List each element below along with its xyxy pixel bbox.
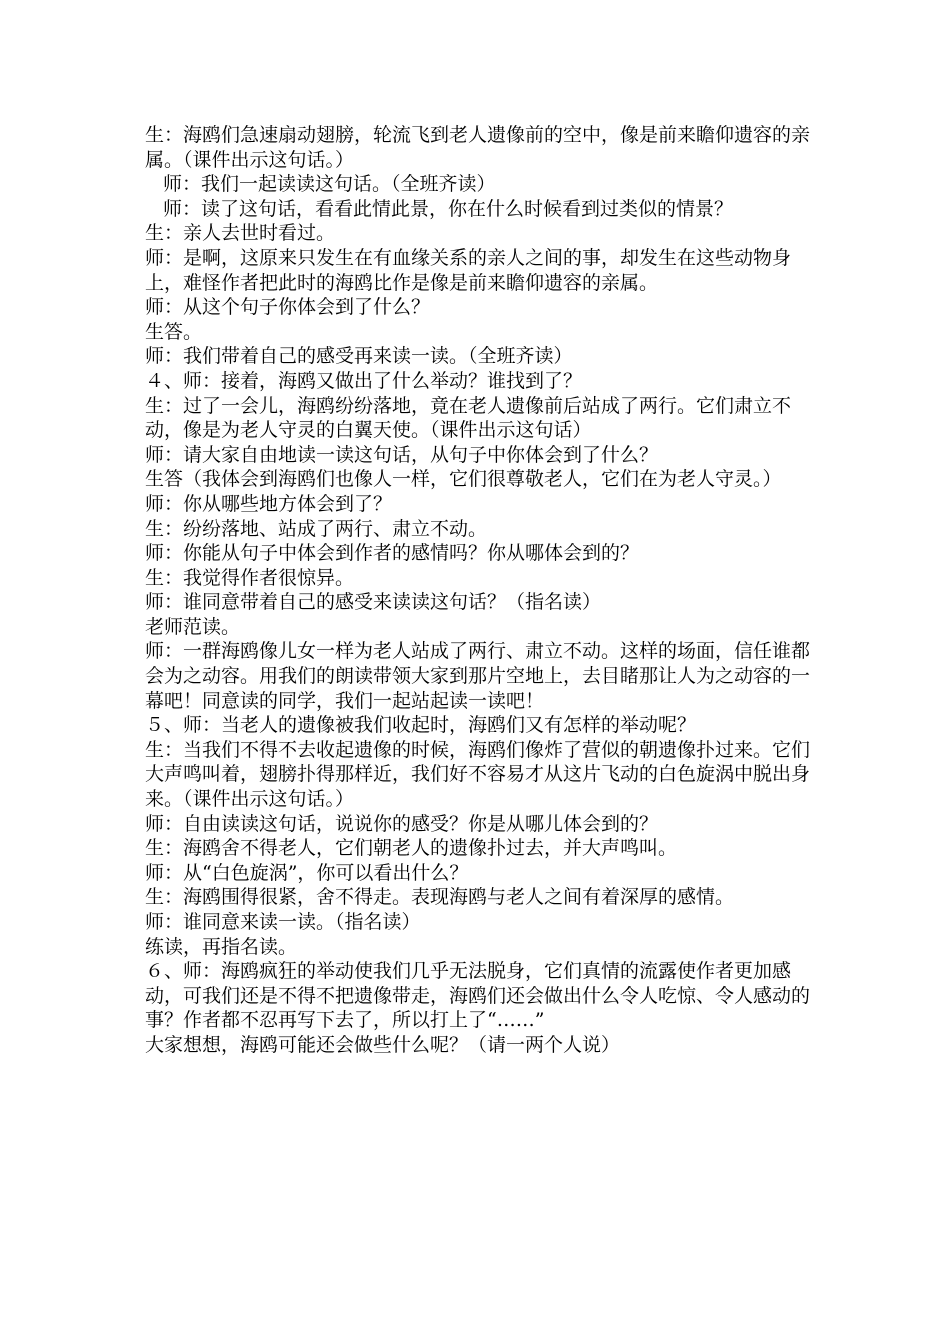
paragraph: 师：一群海鸥像儿女一样为老人站成了两行、肃立不动。这样的场面，信任谁都会为之动容。用我们的朗读带领大家到那片空地上，去目睹那让人为之动容的一幕吧！同意读的同学，我们一起站起读一读吧！ [145,640,811,712]
paragraph: 生答（我体会到海鸥们也像人一样，它们很尊敬老人，它们在为老人守灵。） [145,468,782,491]
document-page [145,123,810,1058]
paragraph: 老师范读。 [145,615,241,638]
paragraph: 生：海鸥舍不得老人，它们朝老人的遗像扑过去，并大声鸣叫。 [145,837,678,860]
paragraph: 练读，再指名读。 [145,935,298,958]
paragraph: ５、师：当老人的遗像被我们收起时，海鸥们又有怎样的举动呢？ [145,714,697,737]
paragraph: 生：海鸥围得很紧，舍不得走。表现海鸥与老人之间有着深厚的感情。 [145,886,735,909]
paragraph: 师：谁同意带着自己的感受来读读这句话？（指名读） [145,591,602,614]
paragraph: 生：过了一会儿，海鸥纷纷落地，竟在老人遗像前后站成了两行。它们肃立不动，像是为老人守灵的白翼天使。（课件出示这句话） [145,394,792,442]
paragraph: 师：请大家自由地读一读这句话，从句子中你体会到了什么？ [145,443,659,466]
paragraph: 师：读了这句话，看看此情此景，你在什么时候看到过类似的情景？ [163,197,734,220]
paragraph: 师：从这个句子你体会到了什么？ [145,296,431,319]
paragraph: 大家想想，海鸥可能还会做些什么呢？（请一两个人说） [145,1033,621,1056]
paragraph: 生：纷纷落地、站成了两行、肃立不动。 [145,517,488,540]
paragraph: 师：是啊，这原来只发生在有血缘关系的亲人之间的事，却发生在这些动物身上，难怪作者把此时的海鸥比作是像是前来瞻仰遗容的亲属。 [145,246,792,294]
paragraph: 师：自由读读这句话，说说你的感受？你是从哪儿体会到的？ [145,812,659,835]
paragraph: 师：谁同意来读一读。（指名读） [145,911,421,933]
paragraph: 师：从“白色旋涡”，你可以看出什么？ [145,861,469,884]
paragraph: ４、师：接着，海鸥又做出了什么举动？谁找到了？ [145,369,583,392]
paragraph: 生：亲人去世时看过。 [145,222,336,245]
paragraph: 生：我觉得作者很惊异。 [145,566,355,589]
paragraph: 生：海鸥们急速扇动翅膀，轮流飞到老人遗像前的空中，像是前来瞻仰遗容的亲属。（课件出示这句话。） [145,124,811,171]
paragraph: ６、师：海鸥疯狂的举动使我们几乎无法脱身，它们真情的流露使作者更加感动，可我们还是不得不把遗像带走，海鸥们还会做出什么令人吃惊、令人感动的事？作者都不忍再写下去了，所以打上了“……” [145,960,811,1032]
paragraph: 师：我们一起读读这句话。（全班齐读） [163,173,496,196]
paragraph: 生答。 [145,320,203,343]
paragraph: 师：我们带着自己的感受再来读一读。（全班齐读） [145,345,573,368]
paragraph: 生：当我们不得不去收起遗像的时候，海鸥们像炸了营似的朝遗像扑过来。它们大声鸣叫着，翅膀扑得那样近，我们好不容易才从这片飞动的白色旋涡中脱出身来。（课件出示这句话。） [145,738,811,811]
paragraph: 师：你能从句子中体会到作者的感情吗？你从哪体会到的？ [145,542,640,565]
paragraph: 师：你从哪些地方体会到了？ [145,492,393,515]
